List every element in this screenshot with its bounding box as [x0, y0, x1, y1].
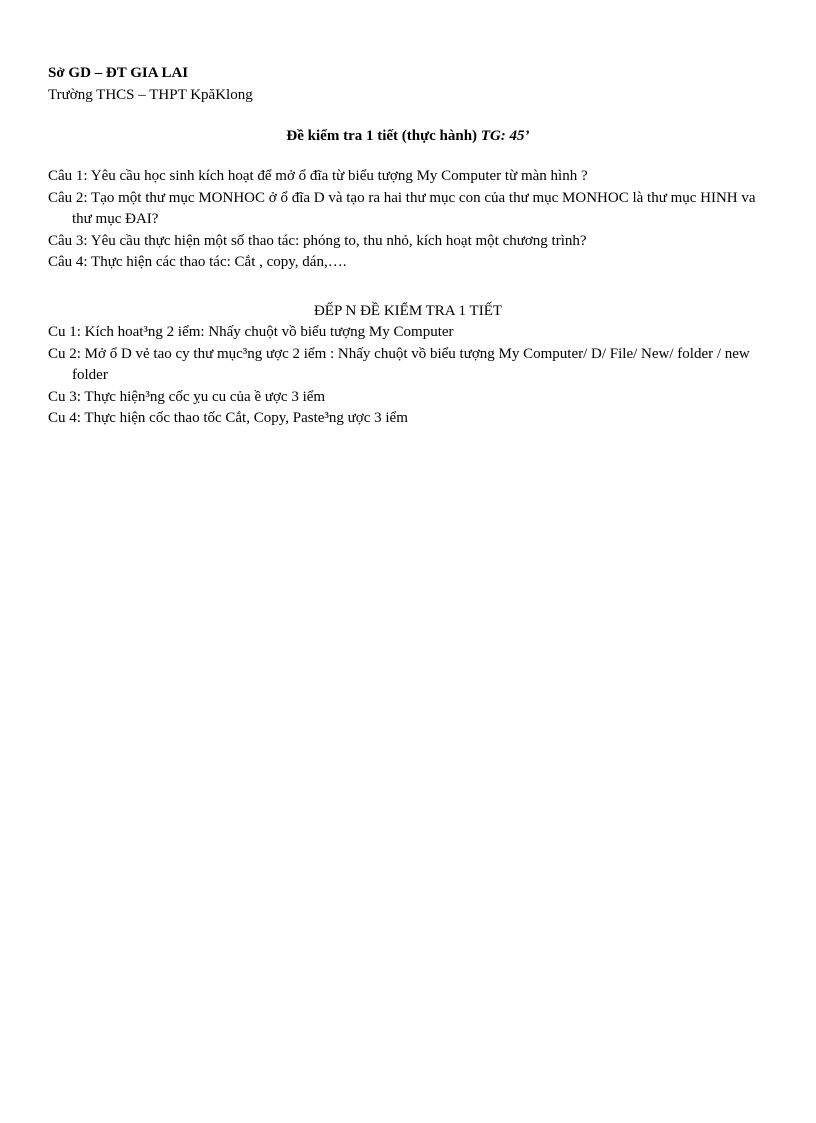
question-4: Câu 4: Thực hiện các thao tác: Cắt , copy, dán,…. [48, 254, 347, 270]
question-3: Câu 3: Yêu cầu thực hiện một số thao tác: phóng to, thu nhỏ, kích hoạt một chương trình? [48, 232, 587, 249]
answer-3: Cu 3: Thực hiện³ng cốc ỵu cu của ề ược 3 iểm [48, 388, 326, 405]
school-name: Trường THCS – THPT KpăKlong [48, 87, 253, 103]
answer-1: Cu 1: Kích hoat³ng 2 iểm: Nhấy chuột vồ biểu tượng My Computer [48, 324, 454, 340]
answer-list [48, 322, 778, 430]
question-2: Câu 2: Tạo một thư mục MONHOC ở ổ đĩa D và tạo ra hai thư mục con của thư mục MONHOC là thư mục HINH va thư mục ĐAI? [48, 189, 756, 227]
answer-key-heading: ĐẾP N ĐỀ KIỂM TRA 1 TIẾT [313, 303, 503, 319]
answer-4: Cu 4: Thực hiện cốc thao tốc Cắt, Copy, Paste³ng ược 3 iểm [48, 410, 408, 426]
answer-2: Cu 2: Mở ổ D vẻ tao cy thư mục³ng ược 2 iểm : Nhấy chuột vồ biểu tượng My Computer/ D/ File/ New/ folder / new folder [48, 345, 750, 383]
exam-title [0, 126, 816, 146]
exam-time: TG: 45’ [480, 128, 530, 144]
document-header [48, 62, 253, 106]
question-1: Câu 1: Yêu cầu học sinh kích hoạt để mở ổ đĩa từ biểu tượng My Computer từ màn hình ? [48, 168, 588, 184]
exam-title-main: Đề kiểm tra 1 tiết (thực hành) [286, 128, 481, 144]
question-list [48, 166, 778, 274]
department-name: Sở GD – ĐT GIA LAI [48, 65, 189, 81]
